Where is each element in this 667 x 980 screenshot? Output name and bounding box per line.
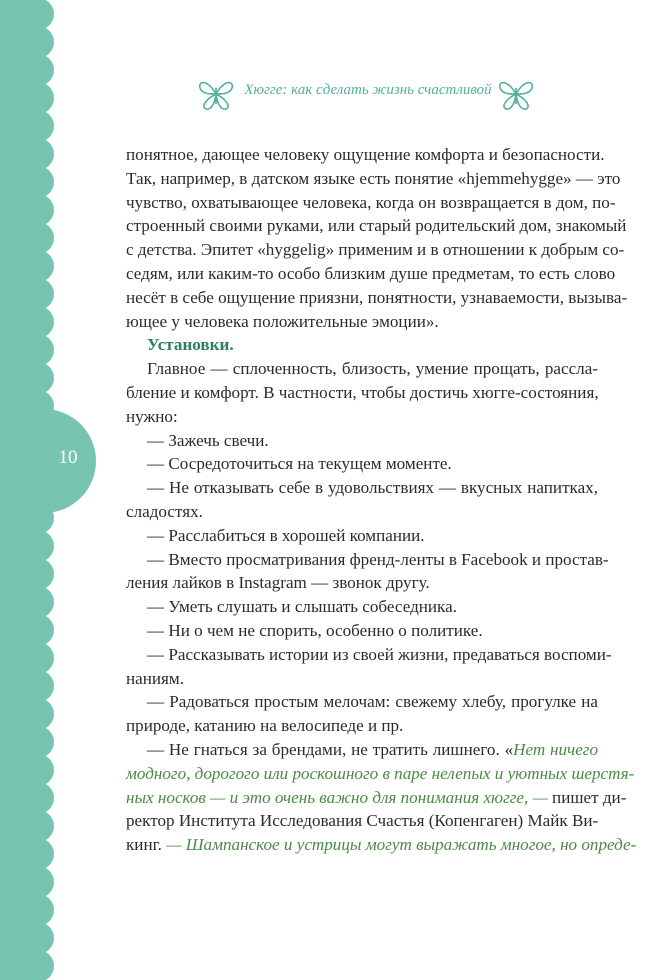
list-item-continuation: сладостях.: [126, 501, 203, 521]
body-line: [126, 786, 627, 810]
body-line: ректор Института Исследования Счастья (Копенгаген) Майк Ви-: [126, 811, 599, 831]
list-item: [126, 738, 598, 762]
list-item-continuation: природе, катанию на велосипеде и пр.: [126, 716, 404, 736]
list-item: — Вместо просматривания френд-ленты в Facebook и простав-: [147, 549, 609, 569]
body-line: строенный своими руками, или старый родительский дом, знакомый: [126, 216, 627, 236]
quote-text: ных носков — и это очень важно для понимания хюгге, —: [126, 787, 548, 807]
attribution-text: пишет ди-: [547, 787, 627, 807]
list-item-text: — Не гнаться за брендами, не тратить лишнего. «: [147, 739, 514, 759]
butterfly-icon: [496, 76, 536, 112]
body-line: бление и комфорт. В частности, чтобы достичь хюгге-состояния,: [126, 382, 599, 402]
header-title: Хюгге: как сделать жизнь счастливой: [244, 82, 492, 98]
list-item: — Уметь слушать и слышать собеседника.: [147, 597, 457, 617]
attribution-text: кинг.: [126, 835, 162, 855]
body-line: нужно:: [126, 406, 178, 426]
list-item: — Ни о чем не спорить, особенно о политике.: [147, 620, 483, 640]
page-number: 10: [58, 447, 78, 468]
list-item: — Рассказывать истории из своей жизни, предаваться воспоми-: [147, 644, 612, 664]
quote-text: Нет ничего: [513, 739, 598, 759]
list-item: — Радоваться простым мелочам: свежему хлебу, прогулке на: [147, 692, 598, 712]
list-item-continuation: ления лайков в Instagram — звонок другу.: [126, 573, 430, 593]
body-line: с детства. Эпитет «hyggelig» применим и в отношении к добрым со-: [126, 240, 625, 260]
body-line: [126, 833, 637, 857]
list-item-continuation: наниям.: [126, 668, 184, 688]
page-body: [126, 143, 637, 857]
quote-text: — Шампанское и устрицы могут выражать многое, но опреде-: [161, 835, 637, 855]
body-line: Главное — сплоченность, близость, умение прощать, расслa-: [147, 359, 598, 379]
body-line: понятное, дающее человеку ощущение комфорта и безопасности.: [126, 145, 605, 164]
body-line: седям, или каким-то особо близким душе предметам, то есть слово: [126, 263, 616, 283]
list-item: — Зажечь свечи.: [147, 430, 269, 450]
body-line: ющее у человека положительные эмоции».: [126, 311, 439, 331]
body-line: несёт в себе ощущение приязни, понятности, узнаваемости, вызыва-: [126, 287, 628, 307]
list-item: — Сосредоточиться на текущем моменте.: [147, 454, 452, 474]
running-header: [196, 76, 536, 112]
list-item: — Расслабиться в хорошей компании.: [147, 525, 425, 545]
body-line: Так, например, в датском языке есть понятие «hjemmehygge» — это: [126, 168, 621, 188]
butterfly-icon: [196, 76, 236, 112]
body-line: чувство, охватывающее человека, когда он возвращается в дом, по-: [126, 192, 616, 212]
quote-line: модного, дорогого или роскошного в паре нелепых и уютных шерстя-: [126, 763, 635, 783]
section-heading: Установки.: [147, 335, 234, 355]
list-item: — Не отказывать себе в удовольствиях — вкусных напитках,: [147, 478, 598, 498]
